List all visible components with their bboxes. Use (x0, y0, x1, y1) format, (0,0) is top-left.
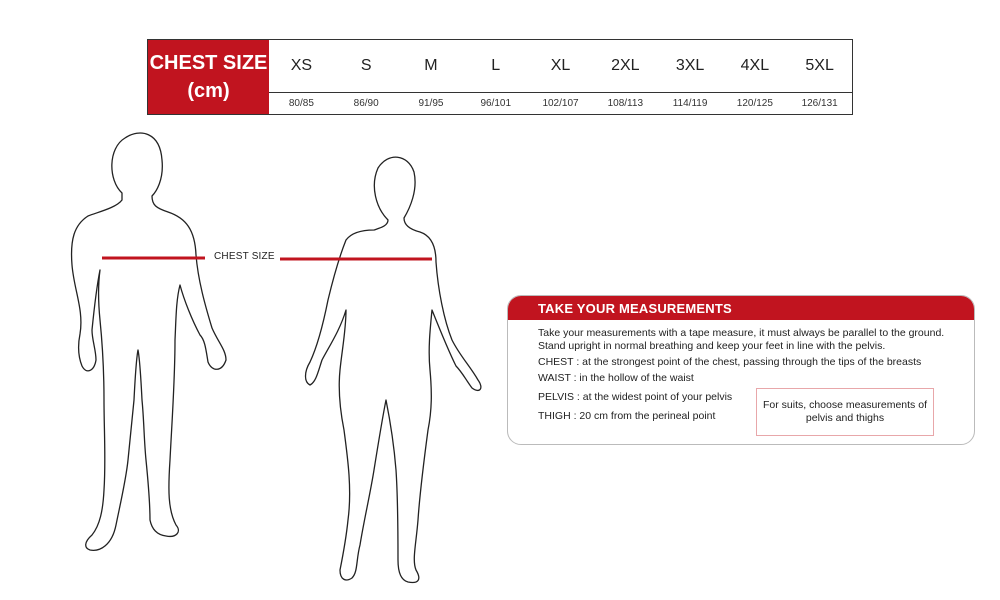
intro-line-2: Stand upright in normal breathing and keep your feet in line with the pelvis. (538, 340, 886, 352)
thigh-instruction: THIGH : 20 cm from the perineal point (538, 410, 716, 422)
chest-instruction: CHEST : at the strongest point of the chest, passing through the tips of the breasts (538, 356, 922, 368)
size-label: 4XL (740, 57, 770, 74)
pelvis-instruction: PELVIS : at the widest point of your pelvis (538, 391, 733, 403)
size-table-header-title: CHEST SIZE (149, 52, 268, 74)
size-label: 2XL (611, 57, 640, 74)
size-label: XS (290, 57, 313, 74)
size-label: 5XL (805, 57, 834, 74)
measurements-body (508, 320, 974, 423)
size-label: M (424, 57, 438, 74)
size-table-header-unit: (cm) (187, 80, 230, 102)
chest-cm-value: 102/107 (542, 98, 579, 109)
chest-cm-value: 91/95 (418, 98, 444, 109)
chest-cm-value: 80/85 (288, 98, 314, 109)
size-label: S (360, 57, 372, 74)
chest-cm-value: 86/90 (353, 98, 379, 109)
chest-cm-value: 120/125 (736, 98, 773, 109)
waist-instruction: WAIST : in the hollow of the waist (538, 372, 694, 384)
size-label: XL (550, 57, 571, 74)
measurements-panel (507, 295, 975, 445)
size-label: 3XL (675, 57, 705, 74)
chest-cm-value: 114/119 (672, 98, 708, 109)
chest-cm-value: 96/101 (480, 98, 512, 109)
chest-size-label: CHEST SIZE (214, 251, 275, 262)
intro-line-1: Take your measurements with a tape measure, it must always be parallel to the ground. (538, 327, 945, 339)
male-figure-outline (72, 133, 226, 550)
chest-cm-value: 108/113 (607, 98, 643, 109)
measurements-title: TAKE YOUR MEASUREMENTS (508, 296, 974, 320)
chest-cm-value: 126/131 (801, 98, 838, 109)
female-figure-outline (306, 157, 481, 582)
size-label: L (491, 57, 501, 74)
suits-note: For suits, choose measurements of pelvis and thighs (756, 388, 934, 436)
